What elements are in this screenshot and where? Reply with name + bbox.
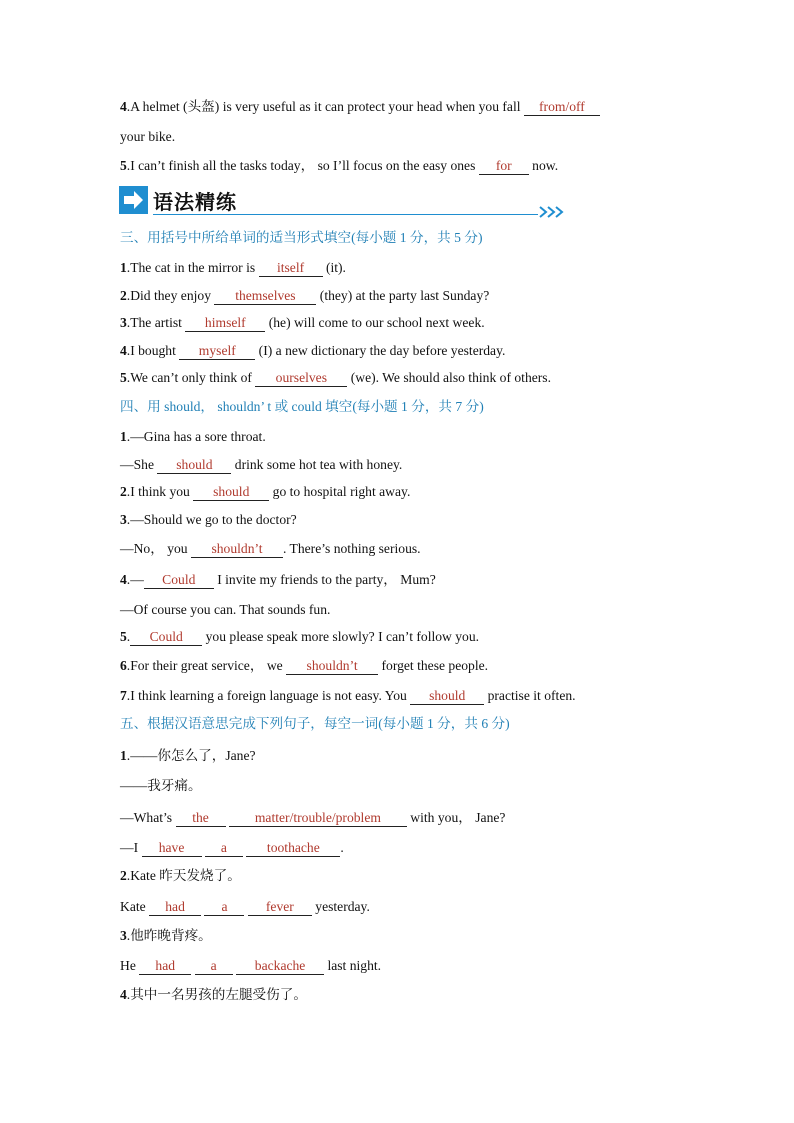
answer-blank[interactable]: shouldn’t [191,541,283,558]
section-5-heading: 五、根据汉语意思完成下列句子，每空一词(每小题 1 分，共 6 分) [120,716,510,731]
question-4-continuation: your bike. [120,129,176,144]
s3-item-5 [120,368,551,388]
item-text: .I think you [126,484,194,499]
answer-blank[interactable]: itself [259,260,323,277]
item-text: .For their great service， we [126,658,287,673]
item-number: 5 [120,629,127,644]
s3-item-1 [120,258,346,278]
question-text: .A helmet (头盔) is very useful as it can protect your head when you fall [126,99,524,114]
s3-item-4 [120,341,505,361]
item-text: you please speak more slowly? I can’t follow you. [202,629,480,644]
answer-blank[interactable]: myself [179,343,255,360]
s5-q2-en [120,897,370,917]
banner-underline [153,214,538,215]
answer-blank[interactable]: toothache [246,840,340,857]
s5-q4-cn [120,985,307,1005]
s5-q1-en2 [120,838,344,858]
s5-q3-cn [120,926,212,946]
item-number: 1 [120,260,127,275]
answer-blank[interactable]: Could [130,629,202,646]
item-number: 4 [120,343,127,358]
item-text: —No， you [120,541,191,556]
s5-q1-cn1 [120,746,256,766]
item-text: .— [126,572,144,587]
section-3-heading: 三、用括号中所给单词的适当形式填空(每小题 1 分，共 5 分) [120,230,483,245]
s4-item-1-answer [120,455,402,475]
question-4-line [120,97,600,117]
question-text: now. [528,158,559,173]
s5-q1-en1 [120,808,505,828]
answer-blank[interactable]: shouldn’t [286,658,378,675]
s3-item-2 [120,286,489,306]
item-text: .—Should we go to the doctor? [126,512,297,527]
item-text: .他昨晚背疼。 [126,928,212,943]
item-text: .——你怎么了，Jane? [126,748,256,763]
question-text: .I can’t finish all the tasks today， so I’ll focus on the easy ones [126,158,479,173]
s4-item-6 [120,656,488,676]
item-text: I invite my friends to the party， Mum? [213,572,436,587]
item-text: Kate [120,899,150,914]
section-4-heading: 四、用 should， shouldn’ t 或 could 填空(每小题 1 分，共 7 分) [120,399,484,414]
item-text: . There’s nothing serious. [283,541,421,556]
item-number: 3 [120,928,127,943]
item-number: 2 [120,484,127,499]
item-number: 3 [120,315,127,330]
answer-blank[interactable]: a [195,958,233,975]
answer-blank[interactable]: have [142,840,202,857]
answer-blank[interactable]: for [479,158,529,175]
item-text: practise it often. [484,688,576,703]
item-number: 4 [120,987,127,1002]
item-text: .其中一名男孩的左腿受伤了。 [126,987,307,1002]
item-number: 2 [120,868,127,883]
item-text: .I think learning a foreign language is not easy. You [126,688,411,703]
item-text: with you， Jane? [406,810,506,825]
answer-blank[interactable]: from/off [524,99,600,116]
question-number: 5 [120,158,127,173]
s4-item-3-answer [120,539,421,559]
item-number: 6 [120,658,127,673]
s5-q3-en [120,956,381,976]
item-number: 7 [120,688,127,703]
item-number: 1 [120,748,127,763]
answer-blank[interactable]: should [193,484,269,501]
item-text: (he) will come to our school next week. [265,315,485,330]
item-text: .The artist [126,315,186,330]
answer-blank[interactable]: should [157,457,231,474]
item-text: .I bought [126,343,180,358]
item-text: (we). We should also think of others. [347,370,551,385]
s4-item-7 [120,686,576,706]
s4-item-4-reply: —Of course you can. That sounds fun. [120,602,331,617]
item-text: He [120,958,140,973]
item-text: .—Gina has a sore throat. [126,429,266,444]
s4-item-5 [120,627,479,647]
s3-item-3 [120,313,485,333]
answer-blank[interactable]: should [410,688,484,705]
answer-blank[interactable]: backache [236,958,324,975]
item-text: yesterday. [311,899,370,914]
item-text: (I) a new dictionary the day before yesterday. [255,343,506,358]
item-text: .We can’t only think of [126,370,256,385]
banner-title: 语法精练 [153,190,237,214]
answer-blank[interactable]: matter/trouble/problem [229,810,407,827]
answer-blank[interactable]: the [176,810,226,827]
item-number: 4 [120,572,127,587]
item-text: .The cat in the mirror is [126,260,259,275]
item-number: 2 [120,288,127,303]
item-text: go to hospital right away. [269,484,411,499]
answer-blank[interactable]: had [149,899,201,916]
answer-blank[interactable]: Could [144,572,214,589]
s4-item-2 [120,482,410,502]
item-text: .Kate 昨天发烧了。 [126,868,241,883]
item-text: —I [120,840,142,855]
answer-blank[interactable]: a [205,840,243,857]
item-text: (they) at the party last Sunday? [316,288,490,303]
question-number: 4 [120,99,127,114]
s4-item-1-prompt [120,427,266,447]
item-text: —What’s [120,810,176,825]
chevron-double-icon [539,206,567,218]
answer-blank[interactable]: themselves [214,288,316,305]
item-text: drink some hot tea with honey. [231,457,403,472]
item-text: last night. [324,958,382,973]
item-text: —She [120,457,158,472]
item-text: . [126,629,131,644]
answer-blank[interactable]: a [204,899,244,916]
item-number: 5 [120,370,127,385]
grammar-practice-banner [119,184,569,220]
question-5-line [120,156,558,176]
arrow-right-icon [119,186,148,214]
answer-blank[interactable]: himself [185,315,265,332]
s5-q2-cn [120,866,241,886]
s5-q1-cn2: ——我牙痛。 [120,778,202,793]
answer-blank[interactable]: ourselves [255,370,347,387]
answer-blank[interactable]: fever [248,899,312,916]
s4-item-4 [120,570,436,590]
item-number: 1 [120,429,127,444]
item-number: 3 [120,512,127,527]
s4-item-3-prompt [120,510,297,530]
item-text: forget these people. [378,658,489,673]
item-text: (it). [322,260,346,275]
answer-blank[interactable]: had [139,958,191,975]
item-text: . [340,840,344,855]
item-text: .Did they enjoy [126,288,215,303]
